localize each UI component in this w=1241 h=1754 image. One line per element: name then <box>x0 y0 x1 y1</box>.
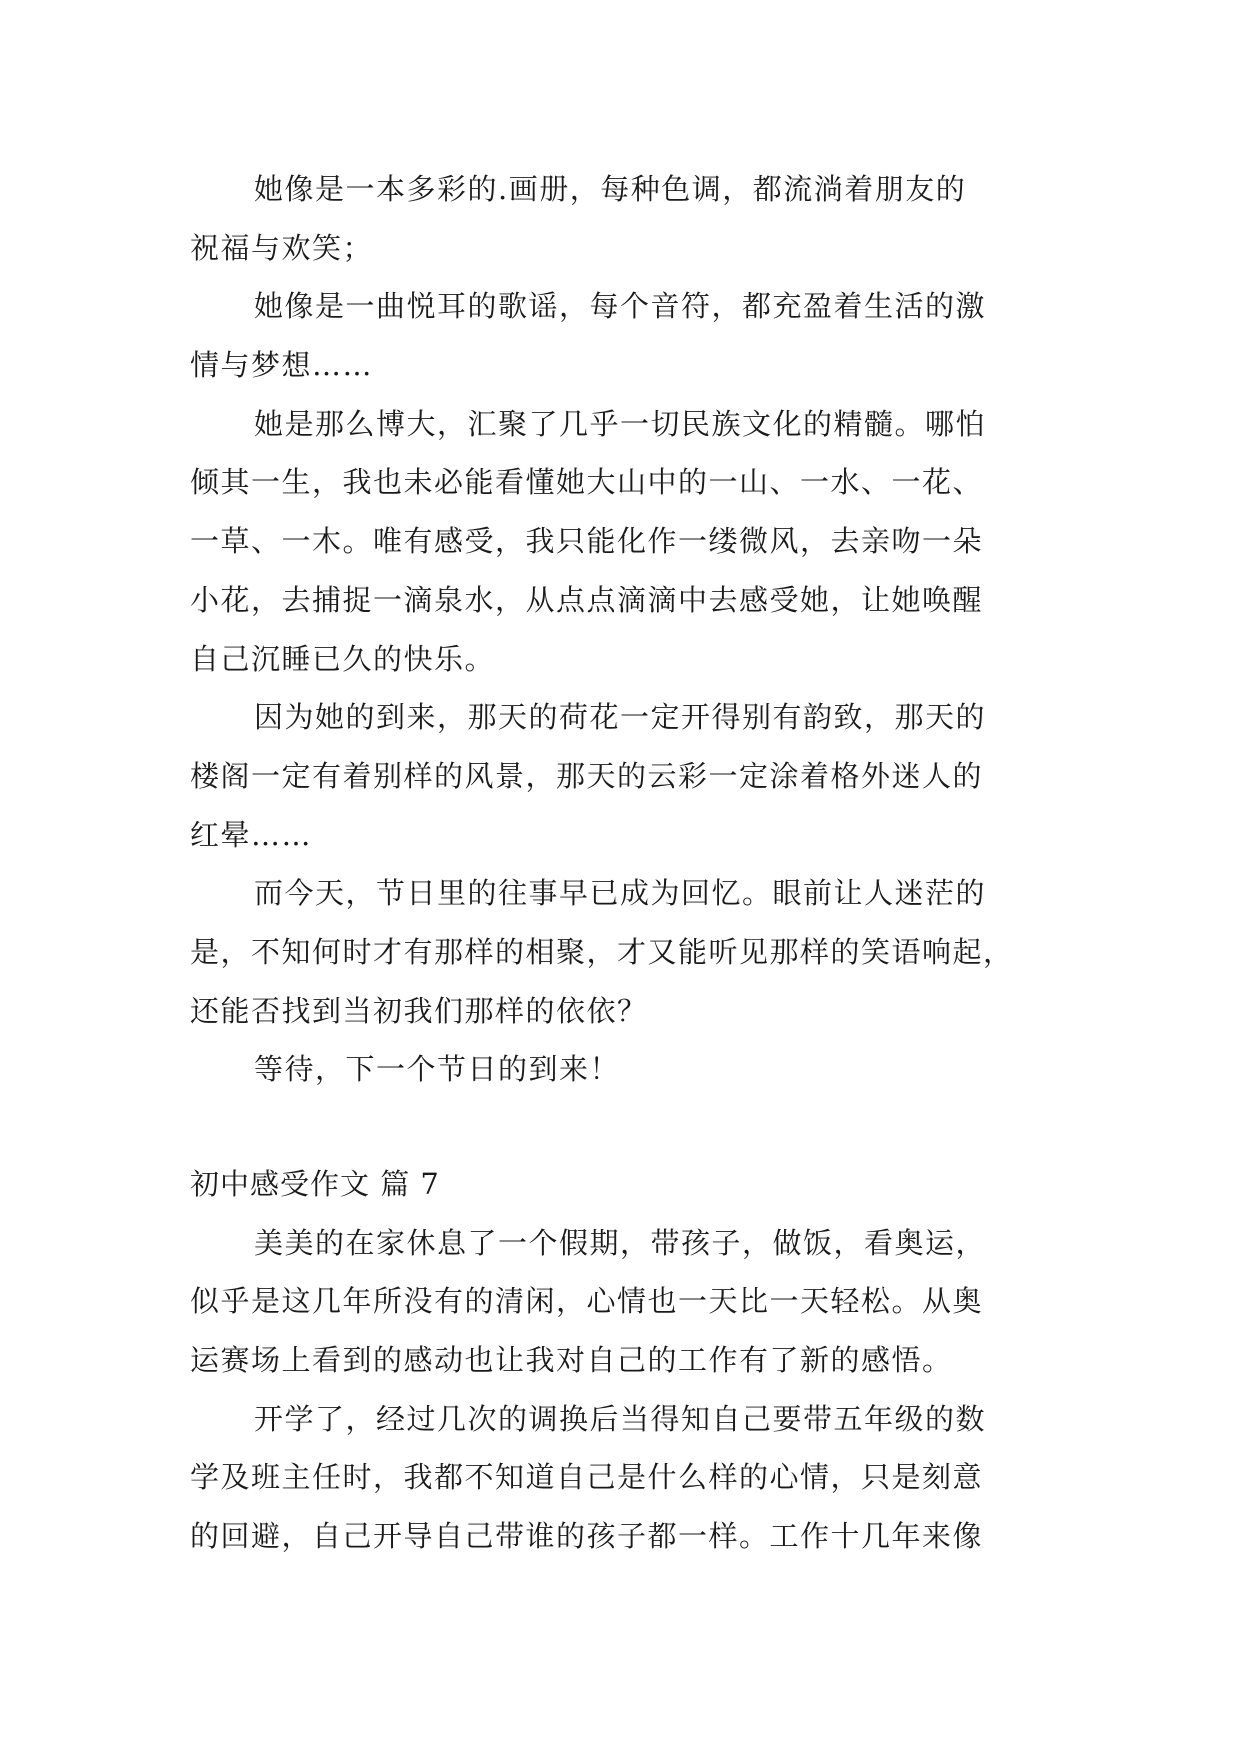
text-line: 祝福与欢笑； <box>190 230 374 265</box>
text-line: 开学了，经过几次的调换后当得知自己要带五年级的数 <box>254 1401 987 1436</box>
text-line: 倾其一生，我也未必能看懂她大山中的一山、一水、一花、 <box>190 465 984 500</box>
paragraph <box>190 1040 1056 1099</box>
paragraph <box>190 864 1056 1040</box>
text-line: 一草、一木。唯有感受，我只能化作一缕微风，去亲吻一朵 <box>190 524 984 559</box>
paragraph <box>190 395 1056 688</box>
text-line: 楼阁一定有着别样的风景，那天的云彩一定涂着格外迷人的 <box>190 758 984 793</box>
text-line: 自己沉睡已久的快乐。 <box>190 641 496 676</box>
paragraph <box>190 277 1056 394</box>
text-line: 是，不知何时才有那样的相聚，才又能听见那样的笑语响起， <box>190 934 1014 969</box>
paragraph <box>190 688 1056 864</box>
text-line: 红晕…… <box>190 817 313 852</box>
text-line: 小花，去捕捉一滴泉水，从点点滴滴中去感受她，让她唤醒 <box>190 582 984 617</box>
text-line: 她像是一本多彩的.画册，每种色调，都流淌着朋友的 <box>254 172 967 206</box>
text-line: 还能否找到当初我们那样的依依？ <box>190 993 648 1028</box>
section-gap <box>190 1099 1056 1155</box>
text-line: 学及班主任时，我都不知道自己是什么样的心情，只是刻意 <box>190 1460 984 1495</box>
paragraph <box>190 1214 1056 1390</box>
text-line: 而今天，节日里的往事早已成为回忆。眼前让人迷茫的 <box>254 876 987 911</box>
text-line: 等待，下一个节日的到来！ <box>254 1052 621 1087</box>
paragraph <box>190 160 1056 277</box>
text-line: 因为她的到来，那天的荷花一定开得别有韵致，那天的 <box>254 700 987 735</box>
text-line: 的回避，自己开导自己带谁的孩子都一样。工作十几年来像 <box>190 1519 984 1554</box>
text-line: 情与梦想…… <box>190 348 374 383</box>
document-page <box>190 160 1056 1566</box>
section-title: 初中感受作文 篇 7 <box>190 1167 440 1201</box>
text-line: 她是那么博大，汇聚了几乎一切民族文化的精髓。哪怕 <box>254 406 987 441</box>
text-line: 运赛场上看到的感动也让我对自己的工作有了新的感悟。 <box>190 1343 953 1378</box>
text-line: 她像是一曲悦耳的歌谣，每个音符，都充盈着生活的激 <box>254 289 987 324</box>
text-line: 美美的在家休息了一个假期，带孩子，做饭，看奥运， <box>254 1225 987 1260</box>
text-line: 似乎是这几年所没有的清闲，心情也一天比一天轻松。从奥 <box>190 1284 984 1319</box>
paragraph <box>190 1390 1056 1566</box>
